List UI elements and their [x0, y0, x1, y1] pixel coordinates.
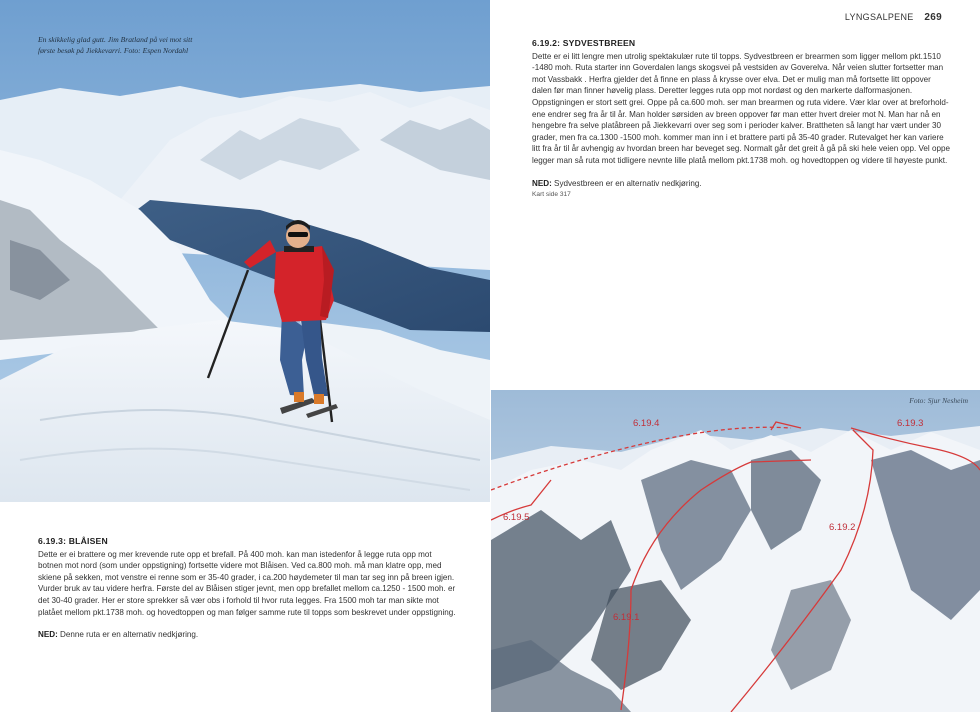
- photo-skier-summit: [0, 0, 490, 502]
- descent-label: NED:: [38, 630, 58, 640]
- route-description-blaisen: [38, 536, 458, 641]
- descent-note: [532, 178, 952, 190]
- skier-landscape-illustration: [0, 0, 490, 502]
- mountain-routes-illustration: [491, 390, 980, 712]
- route-label: 6.19.4: [633, 418, 660, 429]
- route-label: 6.19.2: [829, 522, 856, 533]
- route-body: Dette er ei litt lengre men utrolig spektakulær rute til topps. Sydvestbreen er brearmen som ligger mellom pkt.1510 -1480 moh. Ruta starter inn Goverdalen langs skogsvei på vestsiden av Goverelva. Når veien slutter fortsetter man mot Vassbakk . Herfra gjelder det å finne en plass å krysse over elva. Det er mulig man må fortsette litt oppover dalen før man finner høvelig plass. Deretter legges ruta opp mot nordøst og den markerte dalformasjonen. Oppstigningen er stort sett grei. Oppe på ca.600 moh. ser man brearmen og ruta videre. Vær klar over at breforhold-ene endrer seg fra år til år. Man holder sørsiden av breen oppover før man etter hvert dreier mot N. Man har nå en hengebre fra selve platåbreen på Jiekkevarri over seg som i perioder kalver. Brattheten så langt har vært under 30 grader, men fra ca.1300 -1500 moh. kommer man inn i et brattere parti på 35-40 grader. Rutevalget her kan variere litt fra år til år avhengig av hvordan breen har beveget seg. Normalt går det greit å gå på ski hele veien opp. Vel oppe legger man så ruta mot tidligere nevnte lille platå mellom pkt.1738 moh. og hovedtoppen og videre til høyeste punkt.: [532, 51, 950, 165]
- route-label: 6.19.5: [503, 512, 530, 523]
- running-head: [845, 12, 942, 23]
- map-reference: Kart side 317: [532, 191, 571, 199]
- route-heading: 6.19.3: BLÅISEN: [38, 536, 108, 546]
- descent-text: Denne ruta er en alternativ nedkjøring.: [60, 630, 199, 640]
- route-heading: 6.19.2: SYDVESTBREEN: [532, 38, 636, 48]
- descent-text: Sydvestbreen er en alternativ nedkjøring.: [554, 178, 702, 188]
- route-label: 6.19.3: [897, 418, 924, 429]
- photo-route-overview: [491, 390, 980, 712]
- route-label: 6.19.1: [613, 612, 640, 623]
- descent-note: [38, 629, 458, 641]
- descent-label: NED:: [532, 178, 552, 188]
- section-title: LYNGSALPENE: [844, 12, 914, 22]
- photo-credit: Foto: Sjur Nesheim: [909, 396, 968, 405]
- page-number: 269: [924, 12, 942, 23]
- photo-caption: En skikkelig glad gutt. Jim Bratland på vei mot sitt første besøk på Jiekkevarri. Foto: Espen Nordahl: [38, 35, 193, 56]
- route-description-sydvestbreen: [532, 38, 952, 201]
- route-body: Dette er ei brattere og mer krevende rute opp et brefall. På 400 moh. kan man istedenfor å legge ruta opp mot botnen mot nord (som under oppstigning) fortsette videre mot Blåisen. Ved ca.800 moh. må man klatre opp, med skiene på sekken, mot venstre ei renne som er 35-40 grader, i ca.200 høydemeter til man tar seg inn på breen igjen. Vurder bruk av tau videre herfra. Første del av Blåisen stiger jevnt, men opp brefallet mellom ca.1250 - 1500 moh. er det 30-40 grader. Her er store sprekker så vær obs i forhold til hvor ruta legges. Fra 1500 moh tar man sikte mot platået mellom pkt.1738 moh. og hovedtoppen og man følger samme rute til topps som beskrevet under oppstigning.: [38, 549, 456, 617]
